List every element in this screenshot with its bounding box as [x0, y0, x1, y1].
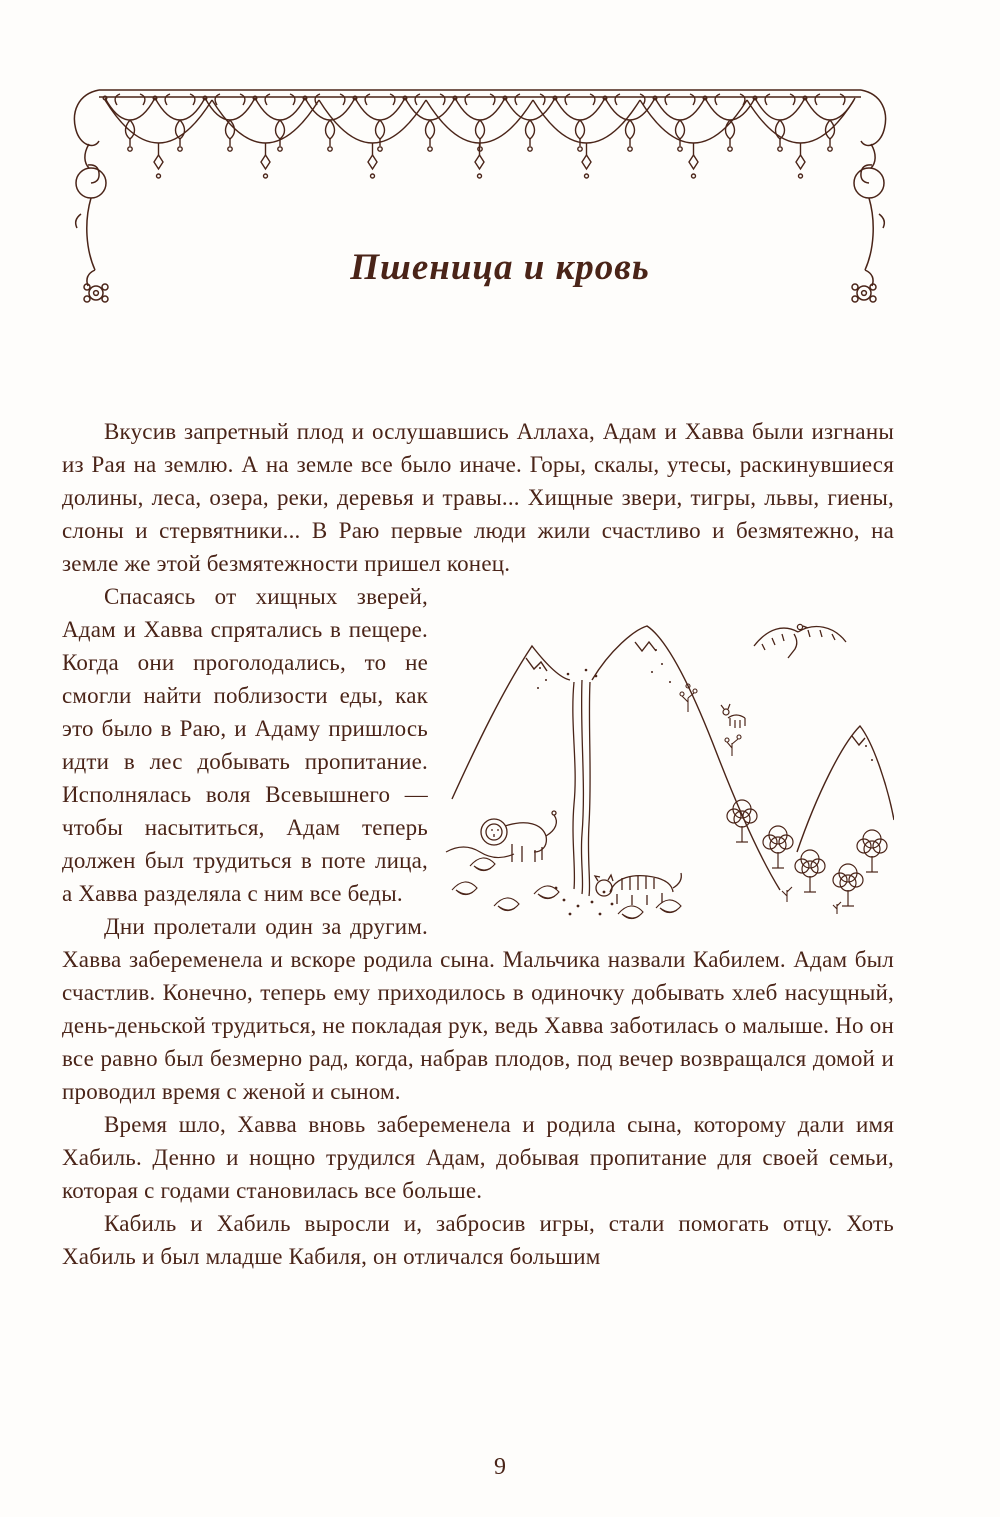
paragraph-3: Дни пролетали один за другим. Хавва забеременела и вскоре родила сына. Мальчика назвали Кабилем. Адам был счастлив. Конечно, теперь ему приходилось в одиночку добывать хлеб насущный, день-деньской трудиться, не покладая рук, ведь Хавва заботилась о малыше. Но он все равно был безмерно рад, когда, набрав плодов, под вечер возвращался домой и проводил время с женой и сыном. — [62, 914, 894, 1104]
lion — [481, 811, 556, 862]
waterfall — [573, 680, 590, 896]
paragraph-5: Кабиль и Хабиль выросли и, забросив игры, стали помогать отцу. Хоть Хабиль и был младше Кабиля, он отличался большим — [62, 1211, 894, 1269]
mountain-shading-dots — [537, 649, 873, 761]
mountains — [452, 626, 894, 890]
paragraph-4: Время шло, Хавва вновь забеременела и родила сына, которому дали имя Хабиль. Денно и нощно трудился Адам, добывая пропитание для своей семьи, которая с годами становилась все больше. — [62, 1112, 894, 1203]
chapter-title: Пшеница и кровь — [350, 247, 650, 288]
paragraph-2: Спасаясь от хищных зверей, Адам и Хавва спрятались в пещере. Когда они проголодались, то не смогли найти поблизости еды, как это было в Раю, и Адаму пришлось идти в лес добывать пропитание. Исполнялась воля Всевышнего — чтобы насытиться, Адам теперь должен был трудиться в поте лица, а Хавва разделяла с ним все беды. — [62, 584, 428, 906]
illustration-drawing — [442, 584, 894, 926]
ground-line — [446, 847, 514, 858]
eagle — [754, 624, 846, 658]
body-text — [62, 415, 894, 1273]
waterfall-spray-dots — [555, 669, 614, 916]
trees — [727, 800, 887, 906]
page-number: 9 — [494, 1454, 506, 1480]
mountain-goat — [721, 704, 745, 728]
illustration-mountains-animals — [442, 584, 894, 926]
ground-swirls — [452, 858, 681, 919]
paragraph-1: Вкусив запретный плод и ослушавшись Аллаха, Адам и Хавва были изгнаны из Рая на землю. А на земле все было иначе. Горы, скалы, утесы, раскинувшиеся долины, леса, озера, реки, деревья и травы... Хищные звери, тигры, львы, гиены, слоны и стервятники... В Раю первые люди жили счастливо и безмятежно, на земле же этой безмятежности пришел конец. — [62, 419, 894, 576]
